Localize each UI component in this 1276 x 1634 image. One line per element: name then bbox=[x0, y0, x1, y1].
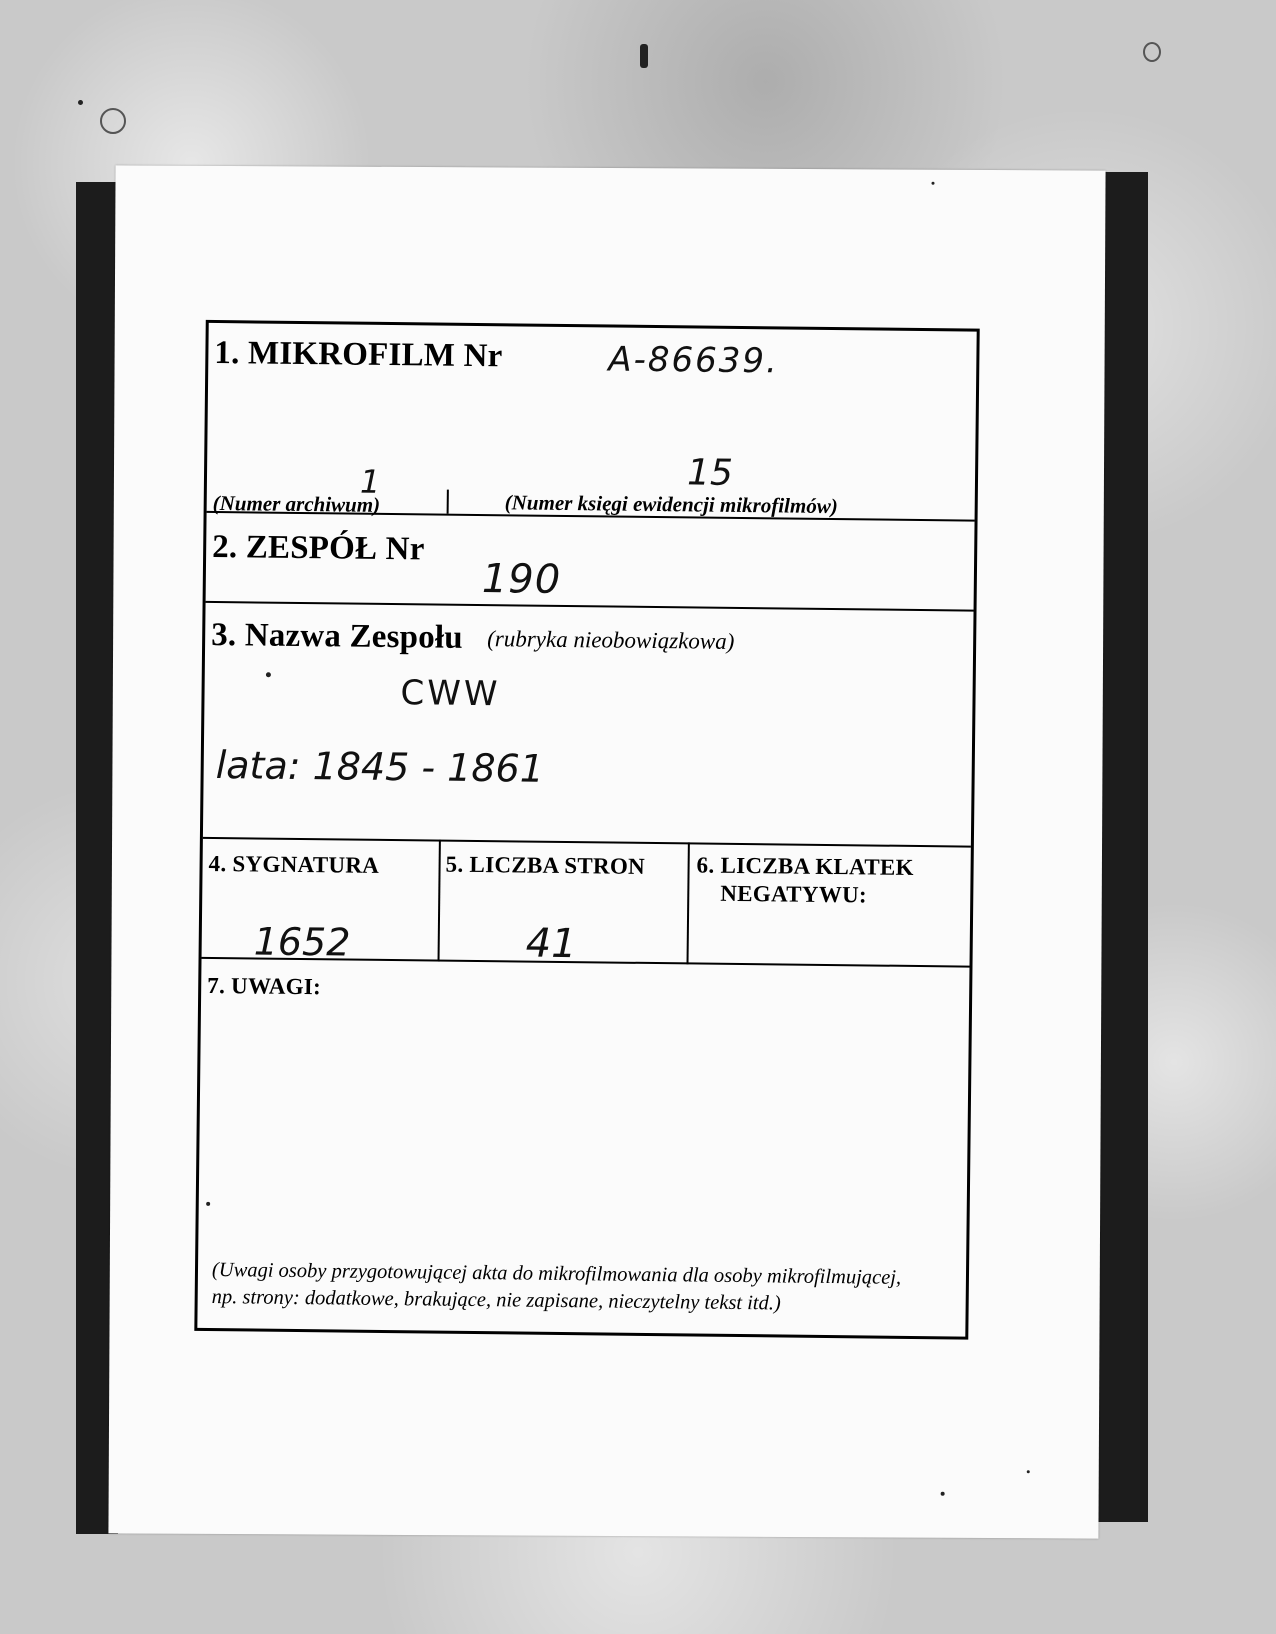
liczba-stron-label: 5. LICZBA STRON bbox=[445, 851, 646, 879]
background-ring-artifact bbox=[1143, 42, 1161, 62]
divider-2-3 bbox=[206, 601, 974, 612]
liczba-stron-value: 41 bbox=[525, 920, 577, 968]
liczba-klatek-label-line2: NEGATYWU: bbox=[720, 880, 868, 908]
liczba-klatek-label-line1: 6. LICZBA KLATEK bbox=[696, 852, 914, 880]
sygnatura-value: 1652 bbox=[253, 919, 351, 965]
background-mark bbox=[640, 44, 648, 68]
background-mark bbox=[78, 100, 83, 105]
zespol-nr-value: 190 bbox=[481, 556, 562, 603]
paper-speck bbox=[1027, 1470, 1030, 1473]
uwagi-footnote-line1: (Uwagi osoby przygotowującej akta do mikrofilmowania dla osoby mikrofilmującej, bbox=[211, 1259, 902, 1289]
nazwa-zespolu-note: (rubryka nieobowiązkowa) bbox=[487, 626, 735, 654]
nazwa-zespolu-label: 3. Nazwa Zespołu bbox=[211, 616, 464, 656]
numer-archiwum-label: (Numer archiwum) bbox=[212, 490, 381, 517]
background-ring-artifact bbox=[100, 108, 126, 134]
sygnatura-label: 4. SYGNATURA bbox=[208, 850, 380, 878]
mikrofilm-nr-label: 1. MIKROFILM Nr bbox=[214, 334, 503, 375]
uwagi-footnote-line2: np. strony: dodatkowe, brakujące, nie zapisane, nieczytelny tekst itd.) bbox=[211, 1286, 781, 1315]
paper-speck bbox=[266, 672, 271, 677]
paper-speck bbox=[931, 182, 934, 185]
numer-divider bbox=[447, 490, 449, 514]
form-frame bbox=[194, 320, 979, 1340]
paper-speck bbox=[941, 1492, 945, 1496]
divider-3-4 bbox=[203, 837, 971, 848]
divider-4-5 bbox=[438, 840, 441, 962]
numer-archiwum-value: 1 bbox=[359, 462, 381, 501]
daty-skrajne-value: lata: 1845 - 1861 bbox=[215, 743, 545, 791]
numer-ksiegi-label: (Numer księgi ewidencji mikrofilmów) bbox=[504, 490, 838, 519]
uwagi-label: 7. UWAGI: bbox=[207, 972, 322, 1000]
paper-speck bbox=[206, 1202, 210, 1206]
zespol-nr-label: 2. ZESPÓŁ Nr bbox=[212, 528, 425, 568]
mikrofilm-nr-value: A-86639. bbox=[608, 339, 780, 382]
nazwa-zespolu-value: CWW bbox=[400, 673, 501, 715]
microfilm-index-card bbox=[108, 165, 1105, 1538]
numer-ksiegi-value: 15 bbox=[686, 452, 734, 494]
divider-5-6 bbox=[687, 842, 690, 964]
